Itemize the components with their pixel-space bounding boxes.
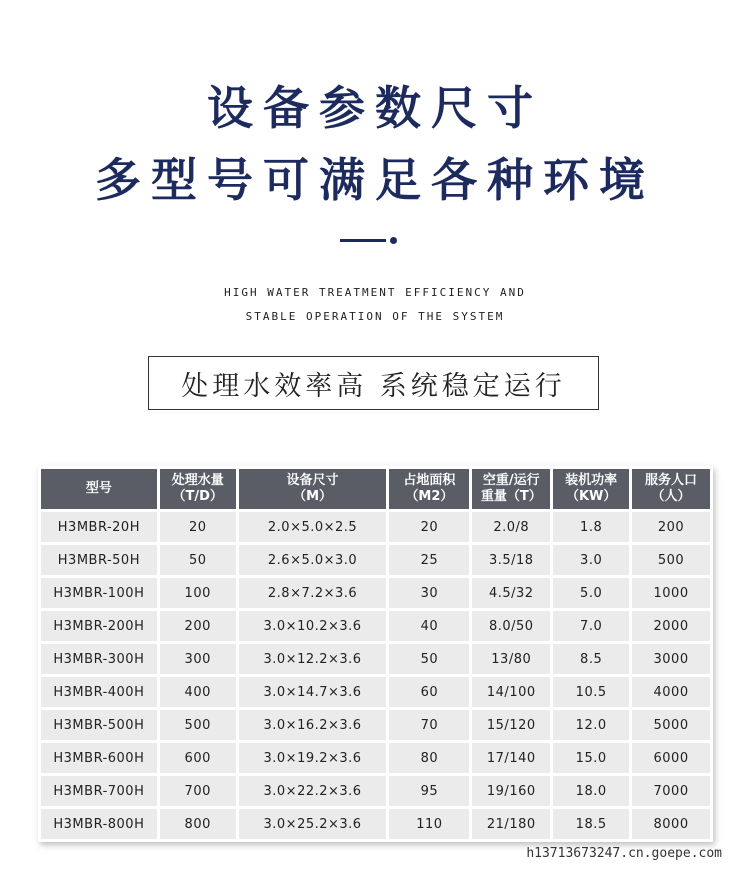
column-header-unit: （T/D） — [172, 489, 223, 504]
spec-table — [38, 466, 713, 842]
column-header — [239, 469, 387, 509]
english-tagline-line1: HIGH WATER TREATMENT EFFICIENCY AND — [224, 286, 526, 299]
table-cell: 15.0 — [553, 743, 629, 773]
column-header-label: 设备尺寸 — [286, 473, 339, 488]
table-cell: 20 — [389, 512, 469, 542]
table-cell: 1000 — [632, 578, 710, 608]
table-cell: 200 — [632, 512, 710, 542]
column-header — [389, 469, 469, 509]
table-cell: 500 — [160, 710, 236, 740]
table-row — [41, 809, 710, 839]
column-header-unit: （M2） — [405, 489, 454, 504]
table-cell: H3MBR-500H — [41, 710, 157, 740]
table-row — [41, 776, 710, 806]
column-header-label: 服务人口 — [645, 473, 698, 488]
table-cell: 13/80 — [472, 644, 550, 674]
table-row — [41, 545, 710, 575]
table-cell: 40 — [389, 611, 469, 641]
table-cell: 2000 — [632, 611, 710, 641]
table-cell: 8.5 — [553, 644, 629, 674]
table-cell: 25 — [389, 545, 469, 575]
table-cell: 3000 — [632, 644, 710, 674]
table-cell: 6000 — [632, 743, 710, 773]
table-cell: 8000 — [632, 809, 710, 839]
column-header — [553, 469, 629, 509]
table-cell: 5.0 — [553, 578, 629, 608]
table-cell: 100 — [160, 578, 236, 608]
table-cell: 14/100 — [472, 677, 550, 707]
english-tagline-line2: STABLE OPERATION OF THE SYSTEM — [245, 310, 505, 323]
table-cell: 18.0 — [553, 776, 629, 806]
table-header-row — [41, 469, 710, 509]
table-cell: 3.0×25.2×3.6 — [239, 809, 387, 839]
table-cell: 3.0×10.2×3.6 — [239, 611, 387, 641]
table-cell: 3.0×14.7×3.6 — [239, 677, 387, 707]
table-cell: 2.0/8 — [472, 512, 550, 542]
column-header-label: 占地面积 — [403, 473, 456, 488]
column-header — [632, 469, 710, 509]
table-cell: 50 — [160, 545, 236, 575]
table-cell: 5000 — [632, 710, 710, 740]
spec-table-container — [38, 466, 713, 842]
table-row — [41, 611, 710, 641]
column-header-label: 处理水量 — [171, 473, 224, 488]
page-title: 设备参数尺寸 — [207, 81, 543, 135]
table-row — [41, 710, 710, 740]
table-cell: 3.5/18 — [472, 545, 550, 575]
table-row — [41, 578, 710, 608]
table-cell: 95 — [389, 776, 469, 806]
table-cell: 30 — [389, 578, 469, 608]
table-cell: 800 — [160, 809, 236, 839]
column-header-unit: （M） — [293, 489, 333, 504]
table-cell: 110 — [389, 809, 469, 839]
table-cell: H3MBR-400H — [41, 677, 157, 707]
table-row — [41, 512, 710, 542]
table-cell: 15/120 — [472, 710, 550, 740]
column-header-label: 装机功率 — [565, 473, 618, 488]
table-cell: 60 — [389, 677, 469, 707]
table-cell: H3MBR-20H — [41, 512, 157, 542]
table-cell: H3MBR-700H — [41, 776, 157, 806]
table-cell: 18.5 — [553, 809, 629, 839]
accent-dot — [390, 237, 397, 244]
table-cell: 10.5 — [553, 677, 629, 707]
table-row — [41, 743, 710, 773]
table-cell: 4.5/32 — [472, 578, 550, 608]
watermark-url: h13713673247.cn.goepe.com — [526, 846, 722, 861]
table-cell: H3MBR-300H — [41, 644, 157, 674]
table-cell: 12.0 — [553, 710, 629, 740]
column-header — [41, 469, 157, 509]
table-cell: 50 — [389, 644, 469, 674]
column-header-unit: （人） — [651, 489, 691, 504]
table-cell: H3MBR-200H — [41, 611, 157, 641]
table-cell: 19/160 — [472, 776, 550, 806]
column-header-label: 空重/运行 — [482, 473, 540, 488]
table-row — [41, 677, 710, 707]
table-cell: 3.0×19.2×3.6 — [239, 743, 387, 773]
table-cell: 70 — [389, 710, 469, 740]
table-cell: 80 — [389, 743, 469, 773]
table-cell: 2.8×7.2×3.6 — [239, 578, 387, 608]
column-header-label: 型号 — [85, 481, 112, 496]
table-row — [41, 644, 710, 674]
table-cell: 3.0×12.2×3.6 — [239, 644, 387, 674]
table-cell: H3MBR-50H — [41, 545, 157, 575]
table-cell: 7000 — [632, 776, 710, 806]
table-cell: 2.6×5.0×3.0 — [239, 545, 387, 575]
table-cell: 4000 — [632, 677, 710, 707]
column-header-unit: 重量（T） — [480, 489, 542, 504]
table-cell: 3.0×22.2×3.6 — [239, 776, 387, 806]
table-cell: 3.0×16.2×3.6 — [239, 710, 387, 740]
table-cell: H3MBR-600H — [41, 743, 157, 773]
table-cell: 1.8 — [553, 512, 629, 542]
table-cell: 17/140 — [472, 743, 550, 773]
table-cell: 500 — [632, 545, 710, 575]
table-cell: 21/180 — [472, 809, 550, 839]
table-cell: 600 — [160, 743, 236, 773]
column-header — [472, 469, 550, 509]
table-cell: 7.0 — [553, 611, 629, 641]
table-cell: 3.0 — [553, 545, 629, 575]
table-cell: 8.0/50 — [472, 611, 550, 641]
table-cell: H3MBR-800H — [41, 809, 157, 839]
table-cell: 400 — [160, 677, 236, 707]
column-header-unit: （KW） — [565, 489, 617, 504]
column-header — [160, 469, 236, 509]
table-cell: 20 — [160, 512, 236, 542]
slogan-box: 处理水效率高 系统稳定运行 — [148, 356, 599, 410]
table-cell: 700 — [160, 776, 236, 806]
page-subtitle: 多型号可满足各种环境 — [95, 153, 655, 207]
accent-divider — [340, 239, 386, 242]
table-cell: H3MBR-100H — [41, 578, 157, 608]
table-body — [41, 512, 710, 839]
table-cell: 2.0×5.0×2.5 — [239, 512, 387, 542]
table-cell: 200 — [160, 611, 236, 641]
table-cell: 300 — [160, 644, 236, 674]
